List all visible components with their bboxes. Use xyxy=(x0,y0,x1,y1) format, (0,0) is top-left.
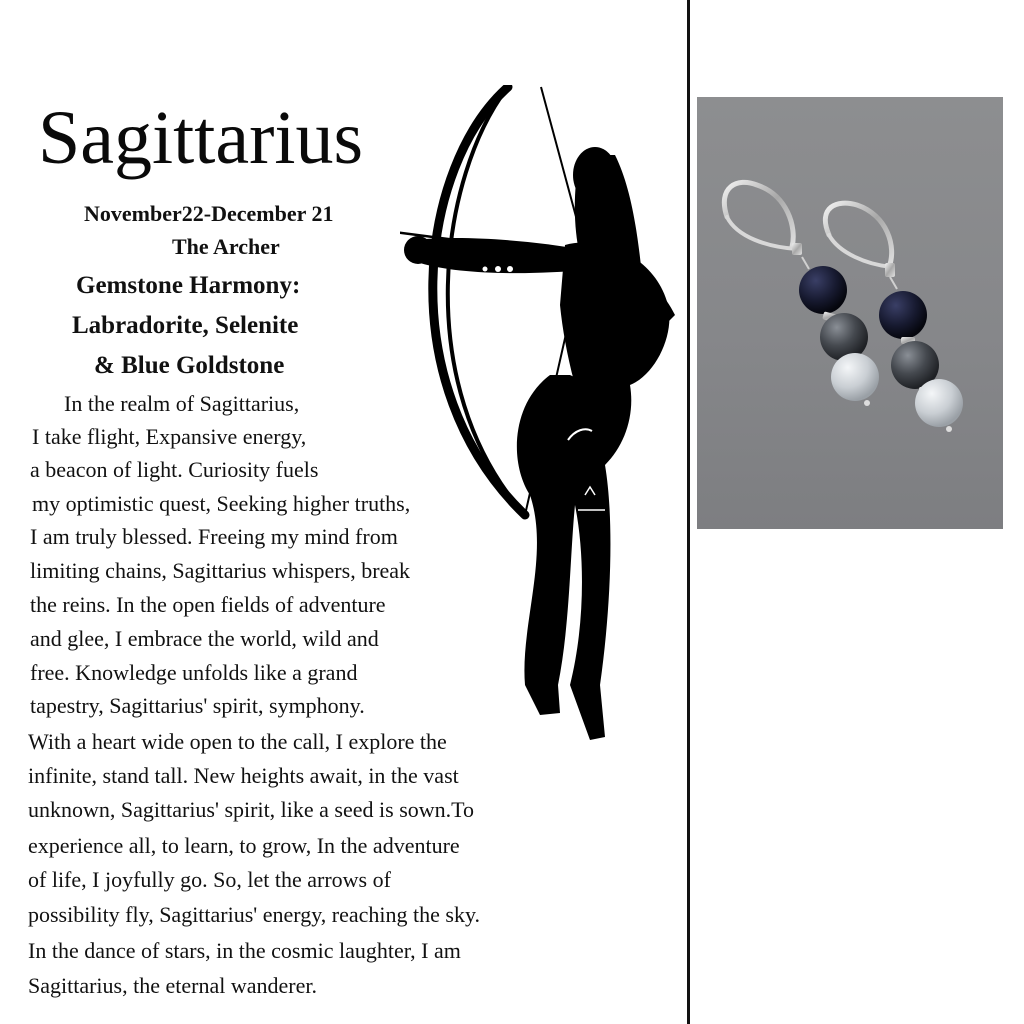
poem-line: experience all, to learn, to grow, In the adventure xyxy=(28,833,460,858)
poem-line: I am truly blessed. Freeing my mind from xyxy=(30,524,398,549)
earrings-photo-icon xyxy=(697,97,1003,529)
poem-line: In the realm of Sagittarius, xyxy=(64,391,300,416)
poem-line: my optimistic quest, Seeking higher truths, xyxy=(32,491,411,516)
poem-line: unknown, Sagittarius' spirit, like a seed is sown.To xyxy=(28,797,475,822)
archer-silhouette-icon xyxy=(400,85,685,750)
gemstone-line-3: & Blue Goldstone xyxy=(94,352,285,379)
poem-line: tapestry, Sagittarius' spirit, symphony. xyxy=(30,693,365,718)
poem-line: limiting chains, Sagittarius whispers, break xyxy=(30,558,411,583)
poem-line: the reins. In the open fields of adventure xyxy=(30,592,386,617)
poem-line: infinite, stand tall. New heights await, in the vast xyxy=(28,763,459,788)
poem-line: free. Knowledge unfolds like a grand xyxy=(30,660,358,685)
sign-symbol: The Archer xyxy=(172,234,280,259)
poem-line: In the dance of stars, in the cosmic laughter, I am xyxy=(28,938,461,963)
poem-line: I take flight, Expansive energy, xyxy=(32,424,307,449)
gemstone-line-2: Labradorite, Selenite xyxy=(72,312,299,339)
poem-line: and glee, I embrace the world, wild and xyxy=(30,626,379,651)
page-title: Sagittarius xyxy=(38,96,364,180)
poem-line: possibility fly, Sagittarius' energy, reaching the sky. xyxy=(28,902,481,927)
poem-line: Sagittarius, the eternal wanderer. xyxy=(28,973,317,998)
product-photo xyxy=(697,97,1003,529)
poem-line: of life, I joyfully go. So, let the arrows of xyxy=(28,867,391,892)
poem-line: With a heart wide open to the call, I explore the xyxy=(28,729,447,754)
date-range: November22-December 21 xyxy=(84,201,334,226)
vertical-divider xyxy=(687,0,690,1024)
gemstone-heading: Gemstone Harmony: xyxy=(76,272,301,299)
poem-line: a beacon of light. Curiosity fuels xyxy=(30,457,319,482)
